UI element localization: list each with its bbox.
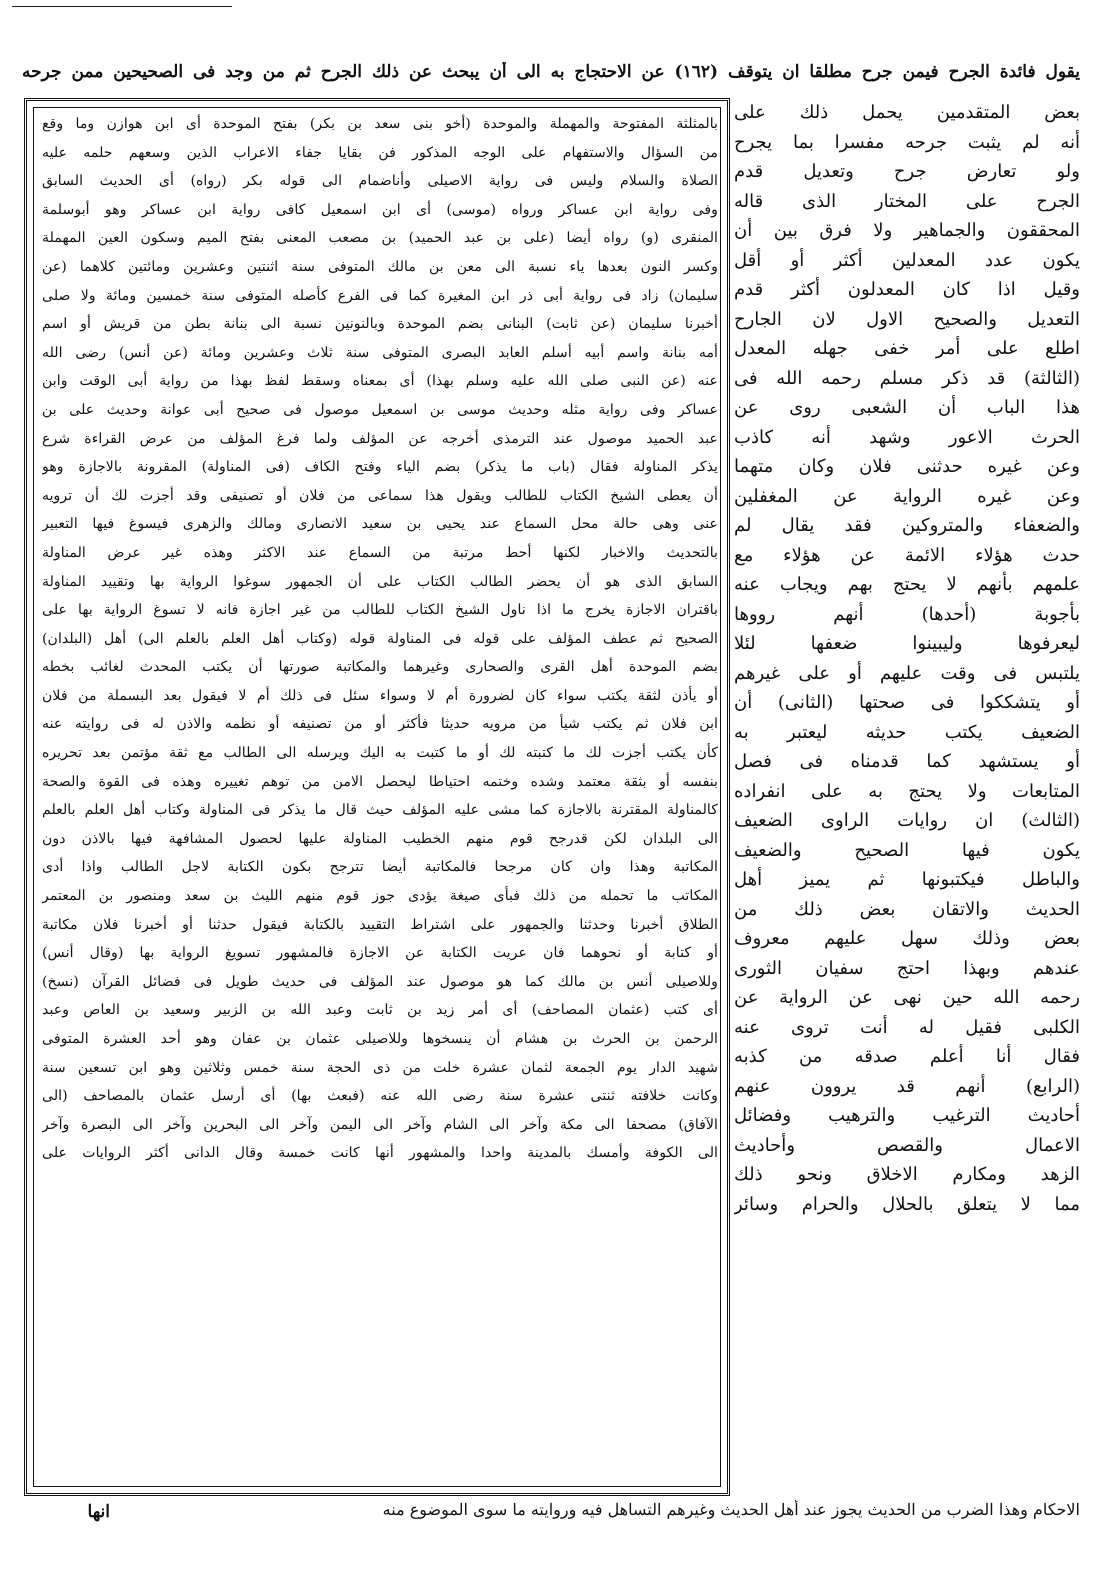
catchword: انها <box>87 1502 110 1522</box>
margin-line: المتابعات ولا يحتج به على انفراده <box>734 780 1080 802</box>
commentary-line: السابق الذى هو أن يحضر الطالب الكتاب على أن الجمهور سوغوا الرواية بها وتقييد المناولة <box>42 573 718 590</box>
bottom-line: الاحكام وهذا الضرب من الحديث يجوز عند أهل الحديث وغيرهم التساهل فيه وروايته ما سوى الموضوع منه <box>382 1500 1080 1519</box>
commentary-line: أو يأذن لثقة يكتب سواء كان لضرورة أم لا وسواء سئل فى ذلك أم لا فيقول بعد البسملة من فلان <box>42 687 718 704</box>
margin-line: أحاديث الترغيب والترهيب وفضائل <box>734 1105 1080 1126</box>
top-rule <box>12 6 232 7</box>
margin-line: بعض المتقدمين يحمل ذلك على <box>734 102 1080 123</box>
margin-line: عندهم وبهذا احتج سفيان الثورى <box>734 957 1080 979</box>
commentary-line: يذكر المناولة فقال (باب ما يذكر) بضم الياء وفتح الكاف (فى المناولة) المقرونة بالاجازة وهو <box>42 459 718 476</box>
margin-line: ليعرفوها وليبينوا ضعفها لئلا <box>734 633 1080 654</box>
commentary-line: وللاصيلى أنس بن مالك كما هو موصول عند المؤلف فى حديث طويل فى فضائل القرآن (نسخ) <box>42 973 718 990</box>
margin-line: فقال أنا أعلم صدقه من كذبه <box>734 1046 1080 1067</box>
margin-line: مما لا يتعلق بالحلال والحرام وسائر <box>734 1193 1080 1215</box>
commentary-line: بالمثلثة المفتوحة والمهملة والموحدة (أخو بنى سعد بن بكر) بفتح الموحدة أى ابن هوازن وما وقع <box>42 116 718 132</box>
margin-line: التعديل والصحيح الاول لان الجارح <box>734 308 1080 330</box>
commentary-line: عساكر وفى رواية مثله وحديث موسى بن اسمعيل موصول فى صحيح أبى عوانة وحديث على بن <box>42 401 718 418</box>
margin-line: هذا الباب أن الشعبى روى عن <box>734 397 1080 418</box>
margin-line: أو يستشهد كما قدمناه فى فصل <box>734 751 1080 772</box>
margin-line: يلتبس فى وقت عليهم أو على غيرهم <box>734 662 1080 684</box>
margin-line: (الثالثة) قد ذكر مسلم رحمه الله فى <box>734 367 1080 389</box>
margin-line: يكون فيها الصحيح والضعيف <box>734 839 1080 861</box>
margin-line: يكون عدد المعدلين أكثر أو أقل <box>734 249 1080 271</box>
commentary-line: الآفاق) مصحفا الى مكة وآخر الى الشام وآخر الى اليمن وآخر الى البحرين وآخر الى البصرة وآخر <box>42 1116 718 1133</box>
margin-line: المحققون والجماهير ولا فرق بين أن <box>734 220 1080 241</box>
commentary-line: الى البلدان لكن قدرجح قوم منهم الخطيب المناولة عليها لحصول المشافهة فيها بالاذن دون <box>42 830 718 847</box>
margin-line: الكلبى فقيل له أنت تروى عنه <box>734 1016 1080 1038</box>
commentary-line: أمه بنانة واسم أبيه أسلم العابد البصرى المتوفى سنة ثلاث وعشرين ومائة (عن أنس) رضى الله <box>42 344 718 361</box>
margin-line: اطلع على أمر خفى جهله المعدل <box>734 338 1080 359</box>
margin-line: الزهد ومكارم الاخلاق ونحو ذلك <box>734 1164 1080 1185</box>
commentary-line: ابن فلان ثم يكتب شيأ من مرويه حديثا فأكثر أو من تصنيفه أو نظمه والاذن له فى روايته عنه <box>42 716 718 733</box>
margin-line: بعض وذلك سهل عليهم معروف <box>734 928 1080 949</box>
running-header: يقول فائدة الجرح فيمن جرح مطلقا ان يتوقف (١٦٢) عن الاحتجاج به الى أن يبحث عن ذلك الجرح ثم من وجد فى الصحيحين ممن جرحه <box>22 62 1080 82</box>
commentary-line: وكانت خلافته ثنتى عشرة سنة رضى الله عنه (فبعث بها) أى أرسل عثمان بالمصاحف (الى <box>42 1088 718 1105</box>
commentary-line: كأن يكتب أجزت لك ما كتبته لك أو ما كتبت به اليك ويرسله الى الطالب مع ثقة مؤتمن بعد تحريره <box>42 745 718 762</box>
margin-line: الحرث الاعور وشهد أنه كاذب <box>734 426 1080 448</box>
commentary-line: باقتران الاجازة يخرج ما اذا ناول الشيخ الكتاب للطالب من غير اجازة فانه لا تسوغ الرواية بها على <box>42 602 718 619</box>
commentary-line: وفى رواية ابن عساكر ورواه (موسى) أى ابن اسمعيل كافى رواية ابن عساكر وهو أبوسلمة <box>42 201 718 218</box>
margin-line: الاعمال والقصص وأحاديث <box>734 1134 1080 1156</box>
margin-line: وقيل اذا كان المعدلون أكثر قدم <box>734 279 1080 300</box>
margin-line: حدث هؤلاء الائمة عن هؤلاء مع <box>734 544 1080 566</box>
commentary-line: أى كتب (عثمان المصاحف) أى أمر زيد بن ثابت وعبد الله بن الزبير وسعيد بن العاص وعبد <box>42 1002 718 1019</box>
margin-line: رحمه الله حين نهى عن الرواية عن <box>734 987 1080 1008</box>
margin-line: بأجوبة (أحدها) أنهم رووها <box>734 603 1080 625</box>
commentary-line: الطلاق أخبرنا وحدثنا والجمهور على اشتراط التقييد بالكتابة فيقول حدثنا أو أخبرنا فلان مكاتبة <box>42 916 718 933</box>
margin-line: الحديث والاتقان بعض ذلك من <box>734 898 1080 920</box>
commentary-line: أخبرنا سليمان (عن ثابت) البنانى بضم الموحدة وبالنونين نسبة الى بنانة بطن من قريش أو اسم <box>42 316 718 333</box>
commentary-line: أو كتابة أو نحوهما فان عريت الكتابة عن الاجازة فالمشهور تسويغ الرواية بها (وقال أنس) <box>42 945 718 962</box>
commentary-line: المكاتبة وهذا وان كان مرجحا فالمكاتبة أيضا تترجح بكون الكتابة لاجل الطالب واذا أدى <box>42 859 718 876</box>
margin-line: الضعيف يكتب حديثه ليعتبر به <box>734 721 1080 743</box>
margin-line: والضعفاء والمتروكين فقد يقال لم <box>734 515 1080 536</box>
margin-line: (الثالث) ان روايات الراوى الضعيف <box>734 810 1080 831</box>
margin-line: (الرابع) أنهم قد يروون عنهم <box>734 1075 1080 1097</box>
margin-line: والباطل فيكتبونها ثم يميز أهل <box>734 869 1080 890</box>
commentary-line: المنقرى (و) رواه أيضا (على بن عبد الحميد) بن مصعب المعنى بفتح الميم وسكون العين المهملة <box>42 230 718 247</box>
margin-text-block <box>734 98 1080 1514</box>
margin-line: أنه لم يثبت جرحه مفسرا بما يجرح <box>734 131 1080 153</box>
commentary-line: عنه (عن النبى صلى الله عليه وسلم بهذا) أى بمعناه وسقط لفظ بهذا من رواية أبى الوقت وابن <box>42 373 718 390</box>
commentary-text-block <box>42 110 718 1490</box>
commentary-line: الى الكوفة وأمسك بالمدينة واحدا والمشهور أنها كانت خمسة وقال الدانى أكثر الروايات على <box>42 1145 718 1162</box>
margin-line: الجرح على المختار الذى قاله <box>734 190 1080 212</box>
commentary-line: الرحمن بن الحرث بن هشام أن ينسخوها وللاصيلى عثمان بن عفان وهو أحد العشرة المتوفى <box>42 1031 718 1047</box>
margin-line: علمهم بأنهم لا يحتج بهم ويجاب عنه <box>734 574 1080 595</box>
margin-line: ولو تعارض جرح وتعديل قدم <box>734 161 1080 182</box>
commentary-line: أن يعطى الشيخ الكتاب للطالب ويقول هذا سماعى من فلان أو تصنيفى وقد أجزت لك أن ترويه <box>42 487 718 504</box>
commentary-line: عنى وهى حالة محل السماع عند يحيى بن سعيد الانصارى ومالك والزهرى فيسوغ فيها التعبير <box>42 516 718 533</box>
commentary-line: بالتحديث والاخبار لكنها أحط مرتبة من السماع عند الاكثر وهذه غير عرض المناولة <box>42 544 718 561</box>
margin-line: أو يتشككوا فى صحتها (الثانى) أن <box>734 692 1080 713</box>
commentary-line: الصلاة والسلام وليس فى رواية الاصيلى وأناضمام الى قوله بكر (رواه) أى الحديث السابق <box>42 173 718 190</box>
commentary-line: شهيد الدار يوم الجمعة لثمان عشرة خلت من ذى الحجة سنة خمس وثلاثين وهو ابن تسعين سنة <box>42 1059 718 1076</box>
commentary-line: سليمان) زاد فى رواية أبى ذر ابن المغيرة كما فى الفرع كأصله المتوفى سنة خمسين ومائة ولا صلى <box>42 287 718 304</box>
commentary-line: الصحيح ثم عطف المؤلف على قوله فى المناولة قوله (وكتاب أهل العلم بالعلم الى) أهل (البلدان) <box>42 630 718 647</box>
commentary-line: بنفسه أو بثقة معتمد وشده وختمه احتياطا ليحصل الامن من توهم تغييره وهذه فى القوة والصحة <box>42 773 718 790</box>
margin-line: وعن غيره حدثنى فلان وكان متهما <box>734 456 1080 477</box>
commentary-line: من السؤال والاستفهام على الوجه المذكور فن بقايا جفاء الاعراب الذين وسعهم حلمه عليه <box>42 144 718 161</box>
commentary-line: وكسر النون بعدها ياء نسبة الى معن بن مالك المتوفى سنة اثنتين وعشرين ومائتين كلاهما (عن <box>42 258 718 275</box>
commentary-line: بضم الموحدة أهل القرى والصحارى وغيرهما والمكاتبة صورتها أن يكتب المحدث لغائب بخطه <box>42 659 718 676</box>
commentary-line: كالمناولة المقترنة بالاجازة كما مشى عليه المؤلف حيث قال ما يذكر فى المناولة وكتاب أهل العلم بالعلم <box>42 802 718 819</box>
commentary-line: المكاتب ما تحمله من ذلك فبأى صيغة يؤدى جوز قوم منهم الليث بن سعد ومنصور بن المعتمر <box>42 888 718 905</box>
margin-line: وعن غيره الرواية عن المغفلين <box>734 485 1080 507</box>
commentary-line: عبد الحميد موصول عند الترمذى أخرجه عن المؤلف ولما فرغ المؤلف من عرض القراءة شرع <box>42 430 718 447</box>
